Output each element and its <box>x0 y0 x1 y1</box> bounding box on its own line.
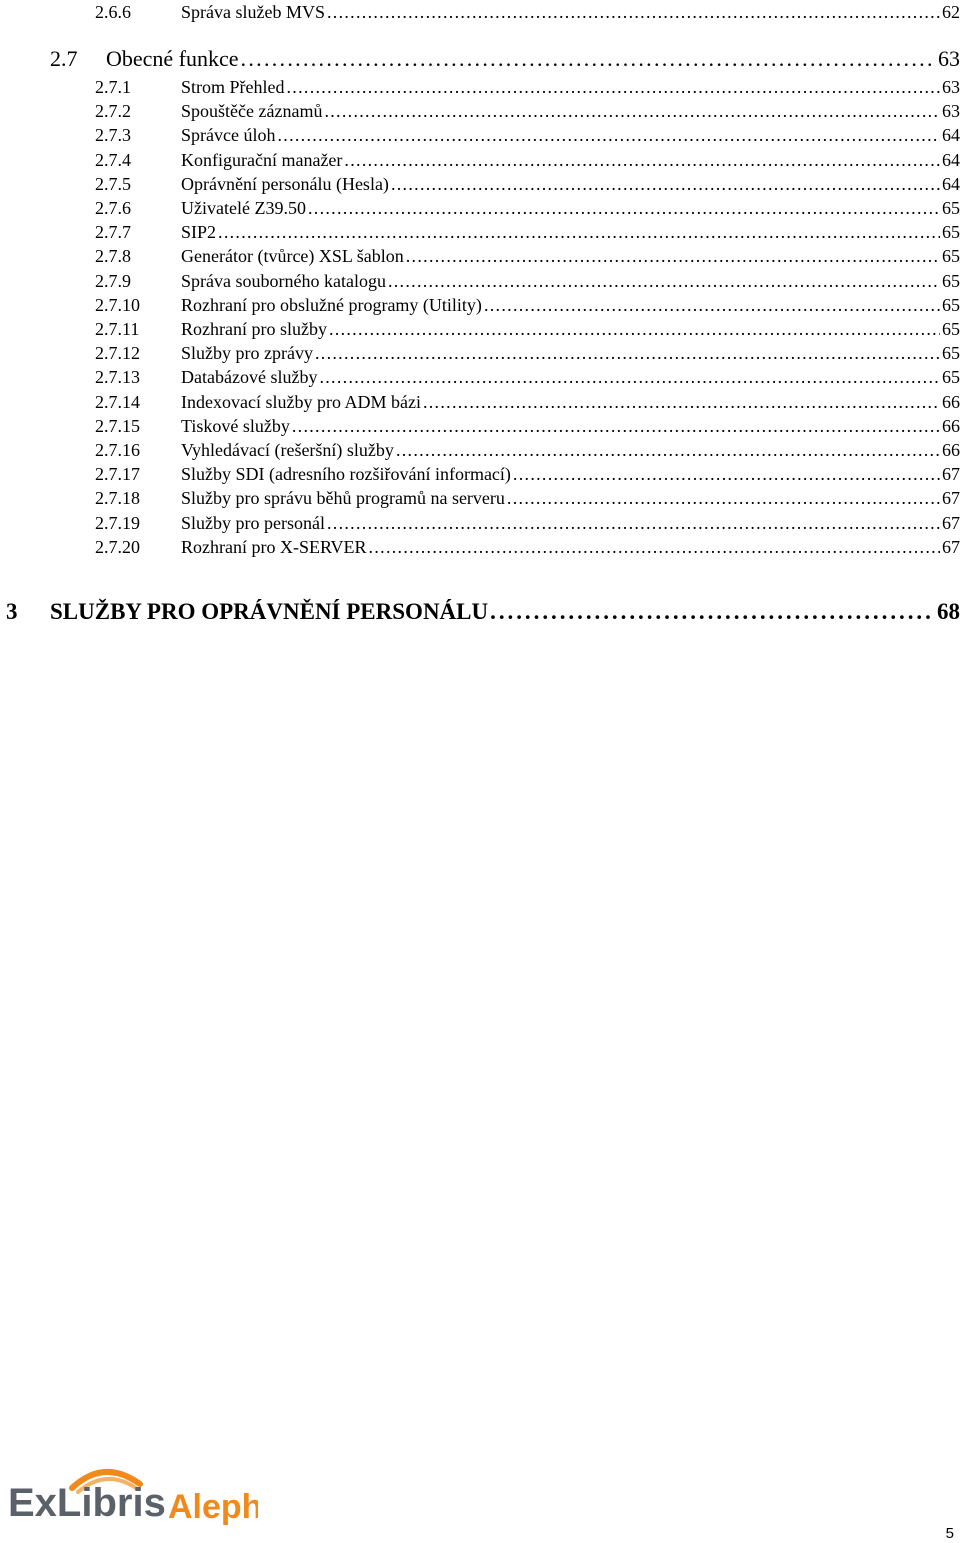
toc-entry[interactable] <box>0 220 960 244</box>
toc-dot-leader <box>277 123 940 147</box>
toc-dot-leader <box>344 148 940 172</box>
toc-entry-page: 65 <box>942 319 960 339</box>
toc-entry-page: 63 <box>942 101 960 122</box>
toc-dot-leader <box>369 535 940 559</box>
toc-entry-number: 2.7.3 <box>95 125 131 146</box>
toc-entry-number: 2.7.7 <box>95 222 131 243</box>
toc-entry-title: Služby pro správu běhů programů na serveru <box>181 488 505 509</box>
toc-section-title: Obecné funkce <box>106 46 239 71</box>
toc-entry-page: 67 <box>942 464 960 485</box>
toc-entry-number: 2.7.11 <box>95 319 140 339</box>
toc-entry-number: 2.7.5 <box>95 173 131 194</box>
toc-entry-page: 65 <box>942 270 960 291</box>
toc-entry[interactable] <box>0 535 960 559</box>
toc-entry-page: 67 <box>942 536 960 557</box>
toc-entry-number: 2.6.6 <box>95 2 131 22</box>
toc-entry[interactable] <box>0 341 960 365</box>
toc-entry-number: 2.7.19 <box>95 512 140 533</box>
toc-entry-number: 2.7.4 <box>95 149 131 170</box>
toc-entry-title: Generátor (tvůrce) XSL šablon <box>181 246 404 267</box>
toc-entry-title: Konfigurační manažer <box>181 149 343 170</box>
toc-entry-title: Tiskové služby <box>181 415 290 436</box>
toc-section-page: 63 <box>938 46 960 71</box>
toc-dot-leader <box>388 269 940 293</box>
toc-section-number: 2.7 <box>50 46 78 71</box>
toc-entry[interactable] <box>0 172 960 196</box>
toc-entry-number: 2.7.12 <box>95 343 140 364</box>
toc-dot-leader <box>327 511 940 535</box>
toc-entry-number: 2.7.1 <box>95 77 131 97</box>
toc-chapter-title: SLUŽBY PRO OPRÁVNĚNÍ PERSONÁLU <box>50 599 489 624</box>
toc-dot-leader <box>329 317 940 341</box>
toc-dot-leader <box>327 0 940 24</box>
toc-entry-number: 2.7.9 <box>95 270 131 291</box>
toc-entry[interactable] <box>0 293 960 317</box>
toc-entry-title: Služby pro zprávy <box>181 343 313 364</box>
toc-entry-page: 65 <box>942 343 960 364</box>
logo-wordmark-exlibris: ExLibris <box>8 1481 166 1525</box>
toc-entry-page: 64 <box>942 149 960 170</box>
toc-entry-title: Správa souborného katalogu <box>181 270 386 291</box>
toc-dot-leader <box>315 341 940 365</box>
toc-chapter-number: 3 <box>6 599 18 624</box>
logo-wordmark-aleph: Aleph <box>168 1488 258 1526</box>
toc-chapter-page: 68 <box>937 599 960 624</box>
toc-section[interactable] <box>0 45 960 73</box>
toc-dot-leader <box>324 99 940 123</box>
toc-entry-title: Správa služeb MVS <box>181 2 325 22</box>
toc-entry-page: 62 <box>942 2 960 22</box>
toc-entry-number: 2.7.18 <box>95 488 140 509</box>
toc-dot-leader <box>292 414 940 438</box>
toc-entry-number: 2.7.13 <box>95 367 140 388</box>
toc-entry[interactable] <box>0 269 960 293</box>
toc-dot-leader <box>406 244 940 268</box>
toc-entry[interactable] <box>0 0 960 24</box>
toc-dot-leader <box>218 220 940 244</box>
toc-dot-leader <box>241 45 936 73</box>
toc-entry-number: 2.7.8 <box>95 246 131 267</box>
toc-entry[interactable] <box>0 75 960 99</box>
toc-entry-number: 2.7.15 <box>95 415 140 436</box>
toc-entry-title: Rozhraní pro služby <box>181 319 327 339</box>
exlibris-aleph-logo <box>8 1462 258 1532</box>
toc-entry-title: Uživatelé Z39.50 <box>181 198 306 218</box>
toc-dot-leader <box>490 597 935 627</box>
toc-entry-page: 65 <box>942 222 960 243</box>
toc-entry-page: 65 <box>942 246 960 267</box>
toc-entry-page: 65 <box>942 367 960 388</box>
toc-dot-leader <box>319 365 940 389</box>
toc-entry[interactable] <box>0 462 960 486</box>
toc-entry-title: Databázové služby <box>181 367 318 388</box>
toc-entry[interactable] <box>0 486 960 510</box>
toc-entry-page: 65 <box>942 294 960 315</box>
toc-entry-title: Správce úloh <box>181 125 276 146</box>
toc-dot-leader <box>507 486 940 510</box>
toc-entry[interactable] <box>0 148 960 172</box>
toc-entry-number: 2.7.14 <box>95 391 140 412</box>
toc-entry-title: Služby SDI (adresního rozšiřování informací) <box>181 464 511 485</box>
toc-entry-title: Rozhraní pro X-SERVER <box>181 536 367 557</box>
toc-entry-number: 2.7.6 <box>95 198 131 218</box>
toc-dot-leader <box>484 293 940 317</box>
toc-entry-number: 2.7.16 <box>95 440 140 460</box>
toc-entry-title: Vyhledávací (rešeršní) služby <box>181 440 394 460</box>
toc-dot-leader <box>391 172 940 196</box>
toc-entry[interactable] <box>0 438 960 462</box>
toc-entry-title: Indexovací služby pro ADM bázi <box>181 391 421 412</box>
toc-entry-page: 67 <box>942 512 960 533</box>
toc-entry[interactable] <box>0 511 960 535</box>
toc-dot-leader <box>513 462 940 486</box>
toc-entry-page: 66 <box>942 391 960 412</box>
toc-entry-number: 2.7.2 <box>95 101 131 122</box>
toc-entry-page: 63 <box>942 77 960 97</box>
toc-entry-page: 64 <box>942 173 960 194</box>
toc-entry[interactable] <box>0 414 960 438</box>
exlibris-arc-logo-icon <box>8 1462 258 1532</box>
toc-entry-title: Oprávnění personálu (Hesla) <box>181 173 389 194</box>
toc-entry-number: 2.7.20 <box>95 536 140 557</box>
toc-entry-page: 64 <box>942 125 960 146</box>
toc-entry-title: SIP2 <box>181 222 217 243</box>
toc-entry-title: Rozhraní pro obslužné programy (Utility) <box>181 294 482 315</box>
toc-dot-leader <box>396 438 940 462</box>
toc-entry[interactable] <box>0 244 960 268</box>
toc-entry-page: 66 <box>942 440 960 460</box>
toc-entry[interactable] <box>0 196 960 220</box>
toc-dot-leader <box>423 390 940 414</box>
toc-chapter[interactable] <box>0 597 960 627</box>
toc-entry-title: Strom Přehled <box>181 77 285 97</box>
toc-dot-leader <box>287 75 941 99</box>
toc-entry[interactable] <box>0 317 960 341</box>
toc-entry-title: Služby pro personál <box>181 512 325 533</box>
toc-entry-title: Spouštěče záznamů <box>181 101 323 122</box>
toc-entry[interactable] <box>0 123 960 147</box>
toc-dot-leader <box>308 196 940 220</box>
page-number: 5 <box>945 1525 954 1542</box>
toc-entry-page: 67 <box>942 488 960 509</box>
toc-entry-page: 65 <box>942 198 960 218</box>
toc-entry-number: 2.7.10 <box>95 294 140 315</box>
toc-entry[interactable] <box>0 390 960 414</box>
toc-entry-page: 66 <box>942 415 960 436</box>
toc-entry[interactable] <box>0 365 960 389</box>
toc-entry[interactable] <box>0 99 960 123</box>
toc-entry-number: 2.7.17 <box>95 464 140 485</box>
